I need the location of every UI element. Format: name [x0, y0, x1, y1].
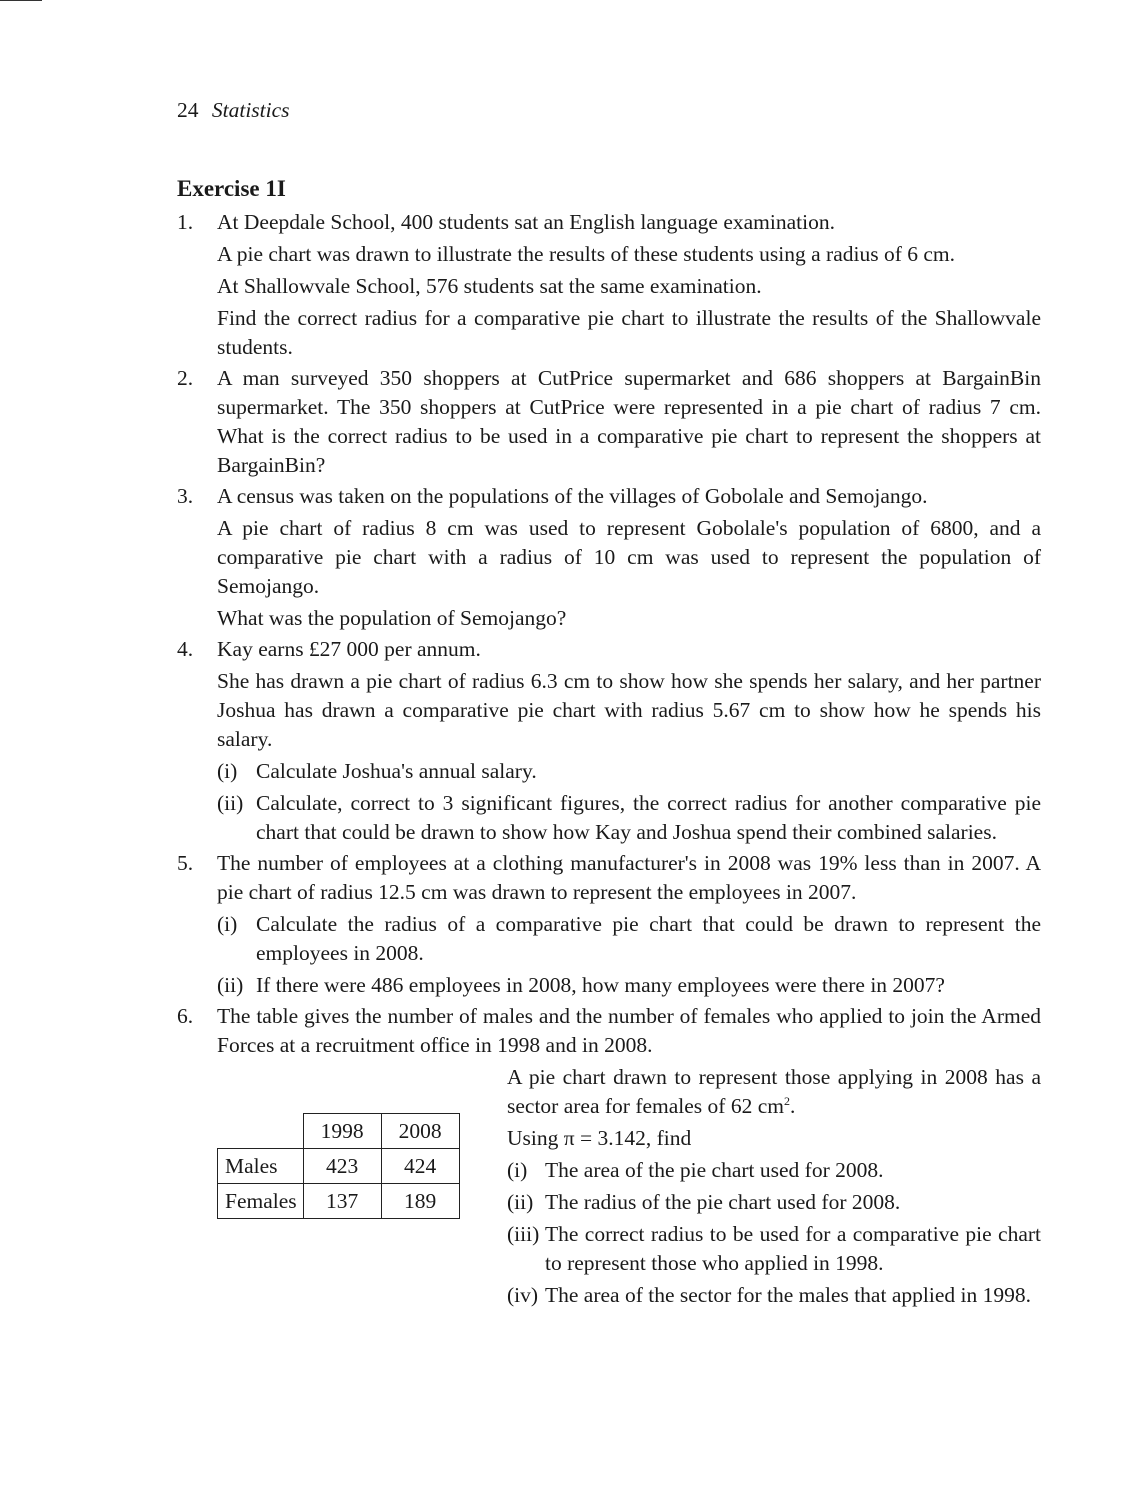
- part-text: The correct radius to be used for a comparative pie chart to represent those who applied in 1998.: [545, 1222, 1041, 1275]
- question-text: At Deepdale School, 400 students sat an English language examination.: [217, 210, 835, 234]
- question-6-body: [217, 1060, 1041, 1350]
- part-label: (i): [217, 759, 238, 783]
- section-title: Statistics: [211, 98, 290, 122]
- question-part: [507, 1156, 1041, 1185]
- question-text: The table gives the number of males and the number of females who applied to join the Armed Forces at a recruitment office in 1998 and in 2008.: [217, 1004, 1041, 1057]
- question-part: [217, 789, 1041, 847]
- part-text: The area of the pie chart used for 2008.: [545, 1158, 884, 1182]
- question-part: [217, 757, 1041, 786]
- table-row-header: Males: [218, 1149, 304, 1184]
- table-header-cell: 1998: [303, 1114, 381, 1149]
- question-text: A census was taken on the populations of the villages of Gobolale and Semojango.: [217, 484, 928, 508]
- question-4: [177, 635, 1041, 847]
- question-6: [177, 1002, 1041, 1350]
- part-label: (iii): [507, 1222, 540, 1246]
- question-part: [507, 1281, 1041, 1310]
- question-text: A pie chart of radius 8 cm was used to represent Gobolale's population of 6800, and a comparative pie chart with a radius of 10 cm was used to represent the population of Semojango.: [217, 516, 1041, 598]
- superscript: 2: [783, 1093, 790, 1108]
- question-text: A pie chart was drawn to illustrate the results of these students using a radius of 6 cm.: [217, 242, 956, 266]
- part-label: (i): [507, 1158, 528, 1182]
- applicants-table: [217, 1113, 460, 1219]
- part-text: Calculate the radius of a comparative pie chart that could be drawn to represent the employees in 2008.: [256, 912, 1041, 965]
- page-number: 24: [177, 98, 199, 122]
- question-2: [177, 364, 1041, 480]
- table-header-row: [218, 1114, 460, 1149]
- question-5: [177, 849, 1041, 1000]
- question-text: Kay earns £27 000 per annum.: [217, 637, 481, 661]
- question-number: 4.: [177, 637, 194, 661]
- table-cell: 424: [381, 1149, 459, 1184]
- table-cell: 189: [381, 1184, 459, 1219]
- table-header-cell: 2008: [381, 1114, 459, 1149]
- table-row-header: Females: [218, 1184, 304, 1219]
- part-text: If there were 486 employees in 2008, how many employees were there in 2007?: [256, 973, 945, 997]
- exercise-title: Exercise 1I: [177, 176, 286, 201]
- question-1: [177, 208, 1041, 362]
- part-text: The radius of the pie chart used for 2008.: [545, 1190, 901, 1214]
- question-text: At Shallowvale School, 576 students sat the same examination.: [217, 274, 762, 298]
- part-label: (iv): [507, 1283, 539, 1307]
- part-label: (i): [217, 912, 238, 936]
- part-text: The area of the sector for the males that applied in 1998.: [545, 1283, 1031, 1307]
- part-label: (ii): [217, 791, 244, 815]
- table-corner-cell: [218, 1114, 304, 1149]
- exercise-content: [177, 208, 1041, 1350]
- running-head: [177, 96, 290, 125]
- question-text: What was the population of Semojango?: [217, 606, 567, 630]
- question-part: [217, 910, 1041, 968]
- part-label: (ii): [217, 973, 244, 997]
- table-cell: 137: [303, 1184, 381, 1219]
- question-6-right-column: [507, 1063, 1041, 1310]
- question-text: A man surveyed 350 shoppers at CutPrice supermarket and 686 shoppers at BargainBin supermarket. The 350 shoppers at CutPrice were represented in a pie chart of radius 7 cm. What is the correct radius to be used in a comparative pie chart to represent the shoppers at BargainBin?: [217, 366, 1041, 477]
- question-part: [507, 1188, 1041, 1217]
- question-text: The number of employees at a clothing manufacturer's in 2008 was 19% less than in 2007. A pie chart of radius 12.5 cm was drawn to represent the employees in 2007.: [217, 851, 1041, 904]
- question-part: [507, 1220, 1041, 1278]
- question-number: 1.: [177, 210, 194, 234]
- table-cell: 423: [303, 1149, 381, 1184]
- table-row: [218, 1184, 460, 1219]
- question-number: 6.: [177, 1004, 194, 1028]
- question-number: 2.: [177, 366, 194, 390]
- part-text: Calculate Joshua's annual salary.: [256, 759, 537, 783]
- part-label: (ii): [507, 1190, 534, 1214]
- table-row: [218, 1149, 460, 1184]
- question-3: [177, 482, 1041, 633]
- question-text: Using π = 3.142, find: [507, 1126, 692, 1150]
- question-number: 5.: [177, 851, 194, 875]
- question-text: She has drawn a pie chart of radius 6.3 cm to show how she spends her salary, and her partner Joshua has drawn a comparative pie chart with radius 5.67 cm to show how he spends his salary.: [217, 669, 1041, 751]
- question-text: A pie chart drawn to represent those applying in 2008 has a sector area for females of 62 $cm^2$.: [507, 1065, 1041, 1118]
- corner-crop-mark: [0, 0, 42, 1]
- part-text: Calculate, correct to 3 significant figures, the correct radius for another comparative pie chart that could be drawn to show how Kay and Joshua spend their combined salaries.: [256, 791, 1041, 844]
- question-part: [217, 971, 1041, 1000]
- question-number: 3.: [177, 484, 194, 508]
- question-text: Find the correct radius for a comparative pie chart to illustrate the results of the Shallowvale students.: [217, 306, 1041, 359]
